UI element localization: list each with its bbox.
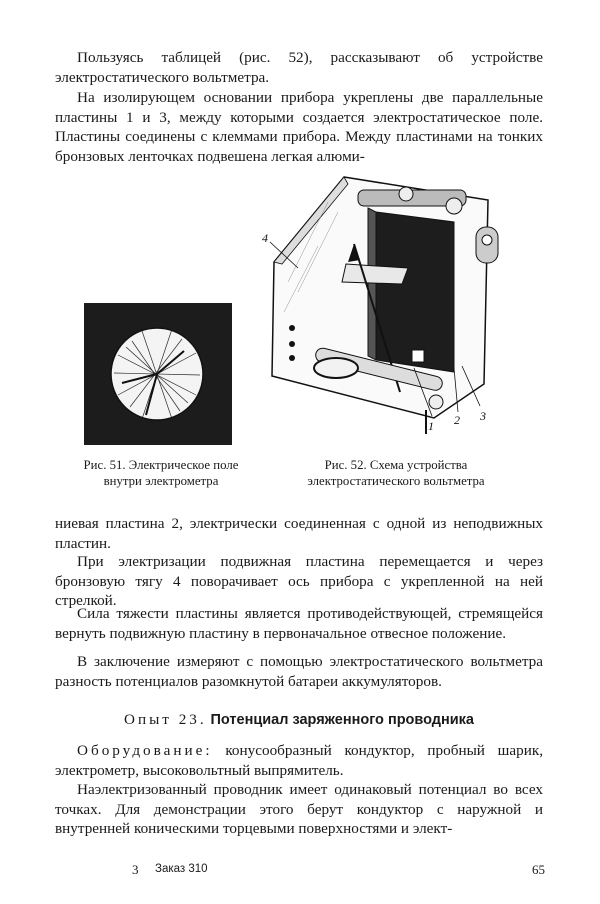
paragraph-electrization: При электризации подвижная пластина перемещается и через бронзовую тягу 4 поворачивает ось прибора с укрепленной на ней стрелкой.	[55, 553, 543, 610]
experiment-label: Опыт 23.	[123, 711, 207, 728]
figure-52-voltmeter-diagram	[258, 172, 520, 434]
paragraph-intro: Пользуясь таблицей (рис. 52), рассказывают об устройстве электростатического вольтметра.	[55, 49, 543, 86]
figure-52-caption: Рис. 52. Схема устройства электростатического вольтметра	[307, 458, 485, 488]
equipment-label: Оборудование:	[77, 742, 213, 759]
paragraph-gravity: Сила тяжести пластины является противодействующей, стремящейся вернуть подвижную пластину в первоначальное отвесное положение.	[55, 605, 543, 642]
label-3: 3	[480, 409, 486, 423]
label-4: 4	[262, 231, 268, 245]
equipment-list: конусообразный кондуктор, пробный шарик, электрометр, высоковольтный выпрямитель.	[55, 742, 543, 779]
paragraph-aluminium-plate: ниевая пластина 2, электрически соединенная с одной из неподвижных пластин.	[55, 515, 543, 552]
signature-mark: 3	[132, 862, 139, 877]
experiment-title: Потенциал заряженного проводника	[210, 712, 474, 728]
label-1: 1	[428, 419, 434, 433]
section-heading	[55, 710, 543, 730]
paragraph-conclusion: В заключение измеряют с помощью электростатического вольтметра разность потенциалов разомкнутой батареи аккумуляторов.	[55, 653, 543, 690]
paragraph-plates: На изолирующем основании прибора укреплены две параллельные пластины 1 и 3, между которыми создается электростатическое поле. Пластины соединены с клеммами прибора. Между пластинами на тонких бронзовых ленточках подвешена легкая алюми-	[55, 89, 543, 165]
page-number: 65	[532, 862, 545, 877]
figure-51-electrometer-field-image	[84, 303, 232, 445]
paragraph-conductor: Наэлектризованный проводник имеет одинаковый потенциал во всех точках. Для демонстрации этого берут кондуктор с наружной и внутренней коническими торцевыми поверхностями и элект-	[55, 781, 543, 838]
print-order: Заказ 310	[155, 863, 208, 875]
paragraph-equipment	[55, 741, 543, 780]
label-2: 2	[454, 413, 460, 427]
figure-51-caption: Рис. 51. Электрическое поле внутри электрометра	[83, 458, 239, 488]
